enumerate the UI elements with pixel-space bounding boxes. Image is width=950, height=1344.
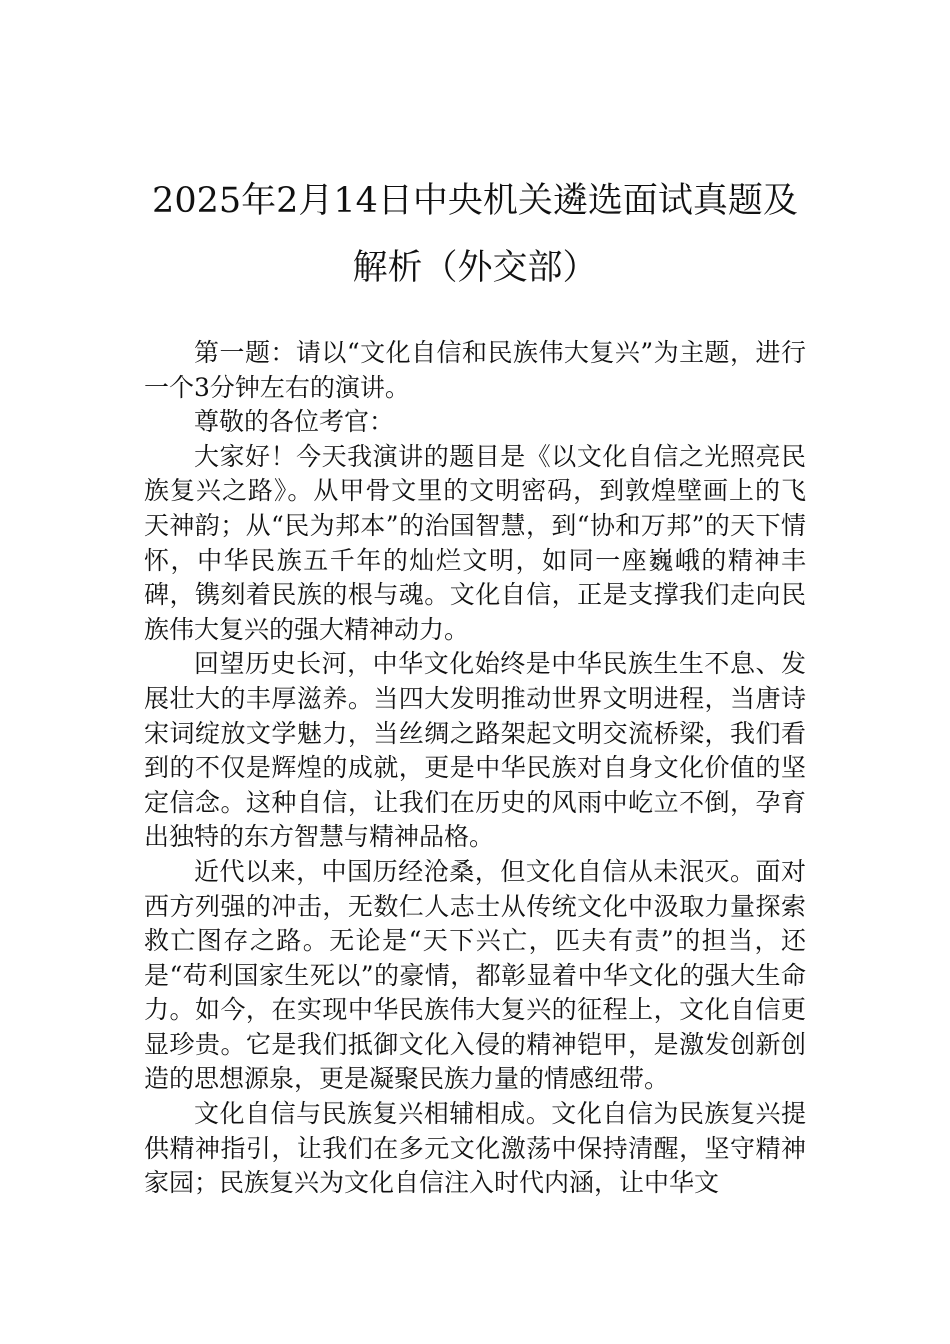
paragraph-question: 第一题：请以“文化自信和民族伟大复兴”为主题，进行一个3分钟左右的演讲。 [144, 338, 806, 402]
paragraph-relationship: 文化自信与民族复兴相辅相成。文化自信为民族复兴提供精神指引，让我们在多元文化激荡中保持清醒，坚守精神家园；民族复兴为文化自信注入时代内涵，让中华文 [144, 1099, 806, 1198]
paragraph-intro: 大家好！今天我演讲的题目是《以文化自信之光照亮民族复兴之路》。从甲骨文里的文明密码，到敦煌壁画上的飞天神韵；从“民为邦本”的治国智慧，到“协和万邦”的天下情怀，中华民族五千年的灿烂文明，如同一座巍峨的精神丰碑，镌刻着民族的根与魂。文化自信，正是支撑我们走向民族伟大复兴的强大精神动力。 [144, 441, 806, 644]
document-body [144, 336, 806, 1201]
paragraph-greeting: 尊敬的各位考官： [194, 407, 395, 437]
paragraph-history: 回望历史长河，中华文化始终是中华民族生生不息、发展壮大的丰厚滋养。当四大发明推动世界文明进程，当唐诗宋词绽放文学魅力，当丝绸之路架起文明交流桥梁，我们看到的不仅是辉煌的成就，更是中华民族对自身文化价值的坚定信念。这种自信，让我们在历史的风雨中屹立不倒，孕育出独特的东方智慧与精神品格。 [144, 649, 806, 852]
paragraph-modern: 近代以来，中国历经沧桑，但文化自信从未泯灭。面对西方列强的冲击，无数仁人志士从传统文化中汲取力量探索救亡图存之路。无论是“天下兴亡，匹夫有责”的担当，还是“苟利国家生死以”的豪情，都彰显着中华文化的强大生命力。如今，在实现中华民族伟大复兴的征程上，文化自信更显珍贵。它是我们抵御文化入侵的精神铠甲，是激发创新创造的思想源泉，更是凝聚民族力量的情感纽带。 [144, 856, 806, 1094]
document-title-line-2: 解析（外交部） [352, 248, 598, 288]
document-title-line-1: 2025年2月14日中央机关遴选面试真题及 [152, 181, 798, 221]
